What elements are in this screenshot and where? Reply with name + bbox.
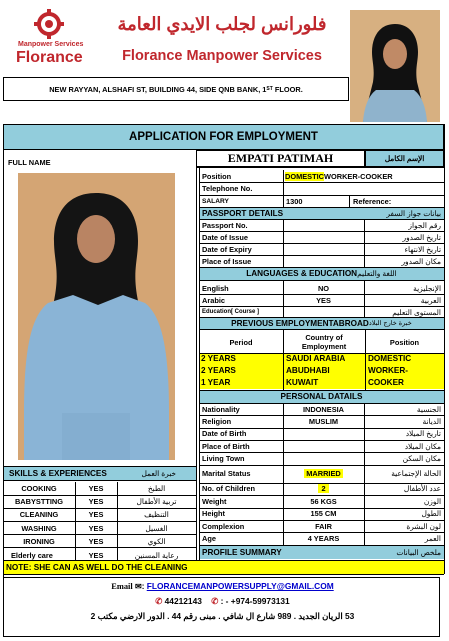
passport-row (199, 255, 444, 267)
languages-section-title: LANGUAGES & EDUCATION اللغة والتعليم (199, 267, 444, 280)
religion-value: MUSLIM (308, 416, 339, 426)
language-row (199, 282, 444, 294)
marital-status-value: MARRIED (306, 469, 341, 479)
english-label: English (202, 283, 229, 293)
passport-no-label: Passport No. (202, 220, 248, 230)
brand-name: Florance (16, 49, 83, 66)
place-of-issue-label: Place of Issue (202, 256, 252, 266)
profile-summary-title: PROFILE SUMMARY ملخص البيانات (199, 545, 444, 559)
full-name-label: FULL NAME (8, 158, 51, 167)
employment-col-position: Position (389, 337, 420, 347)
complexion-label-ar: لون البشرة (406, 521, 441, 531)
telephone-label: Telephone No. (202, 184, 253, 193)
employment-position: DOMESTIC WORKER- COOKER (366, 353, 444, 389)
brand-logo (10, 9, 88, 71)
employment-col-period: Period (229, 337, 253, 347)
skill-elderly-care-label: Elderly care (11, 551, 53, 561)
skill-babysitting-label: BABYSTTING (14, 497, 64, 507)
passport-row (199, 243, 444, 255)
employment-country: SAUDI ARABIA (286, 354, 346, 363)
age-label-ar: العمر (424, 534, 441, 544)
personal-row (199, 453, 444, 465)
passport-no-value (283, 219, 364, 231)
office-address: NEW RAYYAN, ALSHAFI ST, BUILDING 44, SIDE QNB BANK, 1 ST FLOOR. (3, 77, 349, 101)
marital-status-label: Marital Status (202, 469, 251, 479)
brand-tagline: Manpower Services (18, 41, 84, 48)
full-name-label-ar: الإسم الكامل (365, 150, 444, 167)
skill-cooking-label-ar: الطبخ (147, 484, 166, 493)
full-name-value: EMPATI PATIMAH (196, 150, 365, 167)
footer-phone-1[interactable]: 44212143 (164, 596, 202, 606)
employment-col-country: Country of Employment (301, 333, 347, 351)
date-of-issue-value (283, 231, 364, 243)
children-label-ar: عدد الأطفال (403, 484, 441, 494)
place-of-issue-value (283, 255, 364, 267)
nationality-label-ar: الجنسية (416, 404, 441, 414)
education-label-ar: المستوى التعليم (392, 307, 441, 317)
skill-cooking-value: YES (88, 484, 104, 493)
languages-table (199, 282, 444, 318)
note-banner: NOTE: SHE CAN AS WELL DO THE CLEANING (3, 561, 444, 574)
salary-value: 1300 (286, 196, 303, 206)
skill-ironing-label: IRONING (23, 536, 55, 546)
footer-phone-line: ✆ 44212143 ✆ : - +974-59973131 (155, 596, 290, 606)
personal-row (199, 533, 444, 545)
telephone-value (283, 182, 444, 195)
complexion-label: Complexion (202, 521, 245, 531)
arabic-company-title: فلورانس لجلب الايدي العامة (117, 14, 327, 34)
date-of-birth-label: Date of Birth (202, 429, 247, 439)
living-town-label-ar: مكان السكن (402, 454, 441, 464)
weight-value: 56 KGS (310, 496, 337, 506)
skill-washing-label: WASHING (21, 523, 57, 533)
place-of-birth-label-ar: مكان الميلاد (404, 441, 441, 451)
employment-periods (199, 353, 283, 389)
education-label: Education[ Course ] (202, 309, 260, 315)
english-value: NO (317, 283, 330, 293)
skill-cooking-label: COOKING (21, 484, 57, 493)
skill-elderly-care-value: YES (88, 551, 104, 561)
personal-row (199, 520, 444, 532)
passport-row (199, 231, 444, 243)
skill-row (3, 508, 196, 521)
skill-cleaning-label-ar: التنظيف (144, 510, 169, 520)
height-label: Height (202, 509, 225, 519)
language-row (199, 294, 444, 306)
english-company-title: Florance Manpower Services (122, 48, 322, 64)
personal-row (199, 440, 444, 452)
passport-section-title: PASSPORT DETAILS بيانات جواز السفر (199, 207, 444, 219)
skill-cleaning-label: CLEANING (19, 510, 59, 520)
salary-label: SALARY (202, 197, 229, 205)
skill-row (3, 535, 196, 548)
place-of-birth-value (283, 440, 364, 452)
nationality-label: Nationality (202, 404, 240, 414)
skill-babysitting-label-ar: تربية الأطفال (136, 497, 177, 507)
employment-country: KUWAIT (286, 378, 319, 387)
height-label-ar: الطول (421, 509, 441, 519)
skills-section-title: SKILLS & EXPERIENCES خبرة العمل (3, 466, 196, 480)
marital-status-label-ar: الحالة الإجتماعية (391, 469, 441, 479)
personal-row (199, 403, 444, 415)
mobile-icon: ✆ (211, 596, 219, 606)
passport-no-label-ar: رقم الجواز (408, 220, 441, 230)
skill-row (3, 522, 196, 535)
skill-ironing-label-ar: الكوي (147, 536, 166, 546)
personal-section-title: PERSONAL DATAILS (199, 390, 444, 403)
living-town-value (283, 453, 364, 465)
english-label-ar: الإنجليزية (413, 283, 441, 293)
personal-row (199, 508, 444, 520)
weight-label-ar: الوزن (423, 496, 441, 506)
gear-icon (29, 9, 69, 39)
phone-icon: ✆ (155, 596, 163, 606)
living-town-label: Living Town (202, 454, 245, 464)
employment-country: ABUDHABI (286, 366, 330, 375)
position-label: Position (202, 171, 232, 181)
personal-row (199, 465, 444, 483)
personal-row (199, 415, 444, 427)
height-value: 155 CM (310, 509, 337, 519)
skill-row (3, 495, 196, 508)
weight-label: Weight (202, 496, 227, 506)
skill-washing-value: YES (88, 523, 104, 533)
skill-cleaning-value: YES (88, 510, 104, 520)
children-value: 2 (283, 483, 364, 495)
reference-label: Reference: (353, 196, 392, 206)
footer-address-ar: 53 الريان الجديد . 989 شارع ال شافي . مبنى رقم 44 . الدور الارضي مكتب 2 (90, 611, 355, 621)
employment-period: 2 YEARS (201, 366, 236, 375)
date-of-issue-label: Date of Issue (202, 232, 249, 242)
date-of-expiry-label-ar: تاريخ الانتهاء (404, 244, 441, 254)
place-of-birth-label: Place of Birth (202, 441, 250, 451)
arabic-label: Arabic (202, 295, 226, 305)
date-of-birth-label-ar: تاريخ الميلاد (405, 429, 441, 439)
employment-period: 1 YEAR (201, 378, 231, 387)
skill-ironing-value: YES (88, 536, 104, 546)
employment-period: 2 YEARS (201, 354, 236, 363)
skill-row (3, 482, 196, 495)
date-of-expiry-value (283, 243, 364, 255)
arabic-value: YES (316, 295, 331, 305)
personal-table (199, 403, 444, 545)
form-title: APPLICATION FOR EMPLOYMENT (3, 124, 444, 150)
skill-babysitting-value: YES (88, 497, 104, 507)
date-of-issue-label-ar: تاريخ الصدور (402, 232, 441, 242)
passport-row (199, 219, 444, 231)
employment-section-title: PREVIOUS EMPLOYMENTABROAD خبرة خارج البلاد (199, 317, 444, 329)
header-photo (350, 10, 440, 122)
footer-phone-2[interactable]: +974-59973131 (230, 596, 290, 606)
age-value: 4 YEARS (307, 534, 340, 544)
applicant-photo (18, 173, 175, 460)
complexion-value: FAIR (315, 521, 332, 531)
personal-row (199, 495, 444, 507)
place-of-issue-label-ar: مكان الصدور (401, 256, 441, 266)
skill-washing-label-ar: الغسيل (145, 523, 168, 533)
personal-row (199, 483, 444, 495)
arabic-label-ar: العربية (420, 295, 441, 305)
personal-row (199, 428, 444, 440)
employment-countries (284, 353, 365, 389)
children-label: No. of Children (202, 484, 255, 494)
religion-label-ar: الديانة (422, 416, 441, 426)
email-icon: ✉: (135, 582, 145, 591)
footer-email-line: Email ✉: FLORANCEMANPOWERSUPPLY@GMAIL.COM (111, 581, 334, 591)
nationality-value: INDONESIA (302, 404, 345, 414)
age-label: Age (202, 534, 216, 544)
date-of-expiry-label: Date of Expiry (202, 244, 252, 254)
footer-contacts (3, 577, 440, 637)
position-value: DOMESTIC WORKER-COOKER (285, 171, 393, 181)
religion-label: Religion (202, 416, 232, 426)
skill-elderly-care-label-ar: رعاية المسنين (134, 551, 179, 561)
date-of-birth-value (283, 428, 364, 440)
footer-email[interactable]: FLORANCEMANPOWERSUPPLY@GMAIL.COM (146, 581, 334, 591)
